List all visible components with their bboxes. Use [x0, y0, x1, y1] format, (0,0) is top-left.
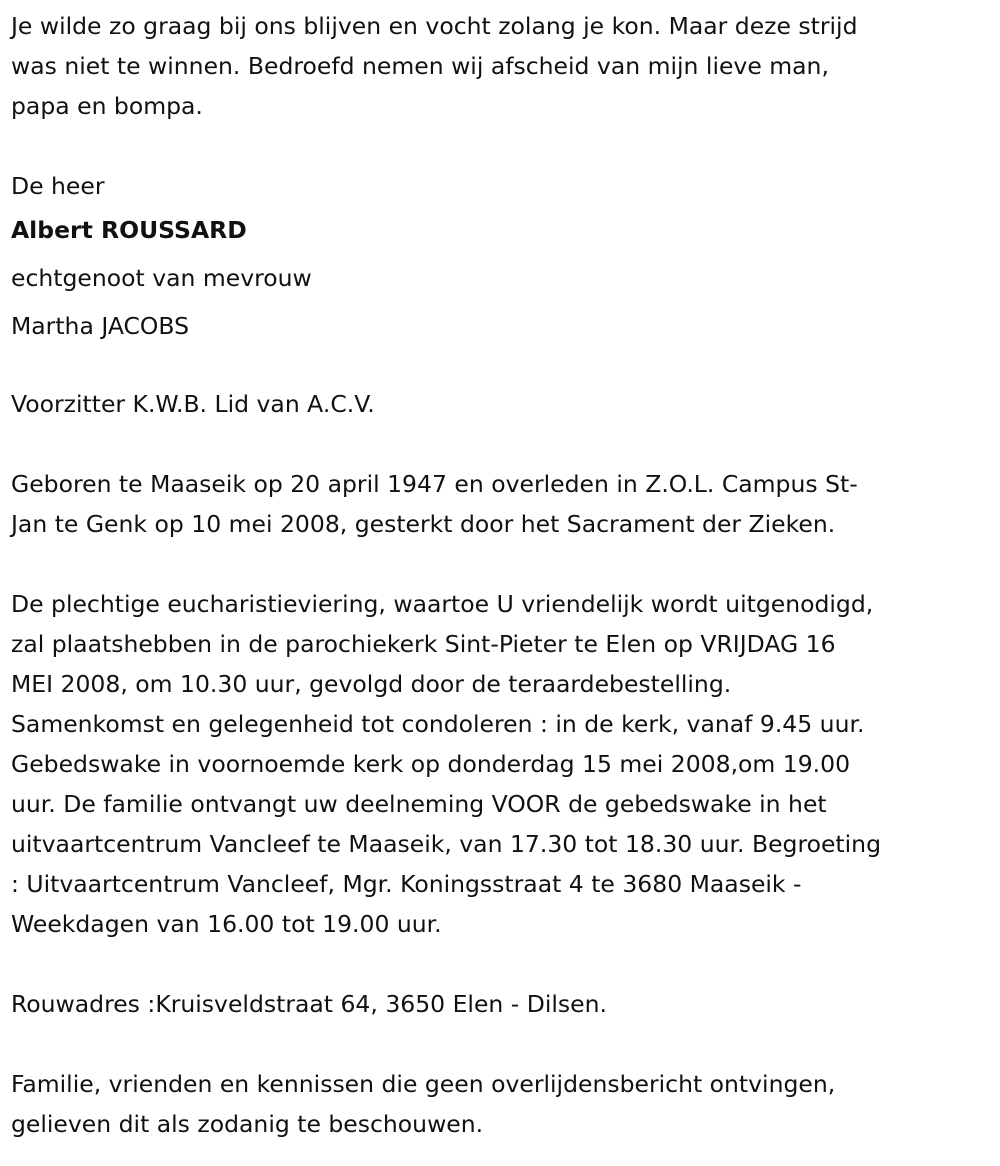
spouse-relation: echtgenoot van mevrouw: [11, 264, 312, 292]
closing-paragraph: [11, 1064, 996, 1144]
ceremony-line: Samenkomst en gelegenheid tot condoleren : in de kerk, vanaf 9.45 uur.: [11, 710, 865, 738]
ceremony-line: MEI 2008, om 10.30 uur, gevolgd door de teraardebestelling.: [11, 670, 732, 698]
functions: Voorzitter K.W.B. Lid van A.C.V.: [11, 390, 375, 418]
intro-line: was niet te winnen. Bedroefd nemen wij afscheid van mijn lieve man,: [11, 52, 829, 80]
honorific: De heer: [11, 172, 105, 200]
spacer: [11, 126, 996, 166]
obituary-document: [11, 6, 996, 1144]
spacer: [11, 424, 996, 464]
ceremony-line: uitvaartcentrum Vancleef te Maaseik, van 17.30 tot 18.30 uur. Begroeting: [11, 830, 881, 858]
spacer: [11, 1024, 996, 1064]
closing-line: gelieven dit als zodanig te beschouwen.: [11, 1110, 484, 1138]
ceremony-line: : Uitvaartcentrum Vancleef, Mgr. Koningsstraat 4 te 3680 Maaseik -: [11, 870, 802, 898]
birth-death-line: Geboren te Maaseik op 20 april 1947 en overleden in Z.O.L. Campus St-: [11, 470, 858, 498]
ceremony-line: Gebedswake in voornoemde kerk op donderdag 15 mei 2008,om 19.00: [11, 750, 851, 778]
ceremony-line: uur. De familie ontvangt uw deelneming VOOR de gebedswake in het: [11, 790, 827, 818]
intro-line: papa en bompa.: [11, 92, 203, 120]
mourning-address: Rouwadres :Kruisveldstraat 64, 3650 Elen - Dilsen.: [11, 990, 607, 1018]
deceased-name: Albert ROUSSARD: [11, 216, 247, 244]
intro-paragraph: [11, 6, 996, 126]
birth-death-line: Jan te Genk op 10 mei 2008, gesterkt door het Sacrament der Zieken.: [11, 510, 836, 538]
ceremony-line: De plechtige eucharistieviering, waartoe U vriendelijk wordt uitgenodigd,: [11, 590, 874, 618]
intro-line: Je wilde zo graag bij ons blijven en vocht zolang je kon. Maar deze strijd: [11, 12, 858, 40]
ceremony-line: zal plaatshebben in de parochiekerk Sint-Pieter te Elen op VRIJDAG 16: [11, 630, 836, 658]
closing-line: Familie, vrienden en kennissen die geen overlijdensbericht ontvingen,: [11, 1070, 836, 1098]
birth-death-paragraph: [11, 464, 996, 544]
spacer: [11, 944, 996, 984]
ceremony-paragraph: [11, 584, 996, 944]
spacer: [11, 544, 996, 584]
spouse-name: Martha JACOBS: [11, 312, 190, 340]
spacer: [11, 350, 996, 384]
ceremony-line: Weekdagen van 16.00 tot 19.00 uur.: [11, 910, 442, 938]
